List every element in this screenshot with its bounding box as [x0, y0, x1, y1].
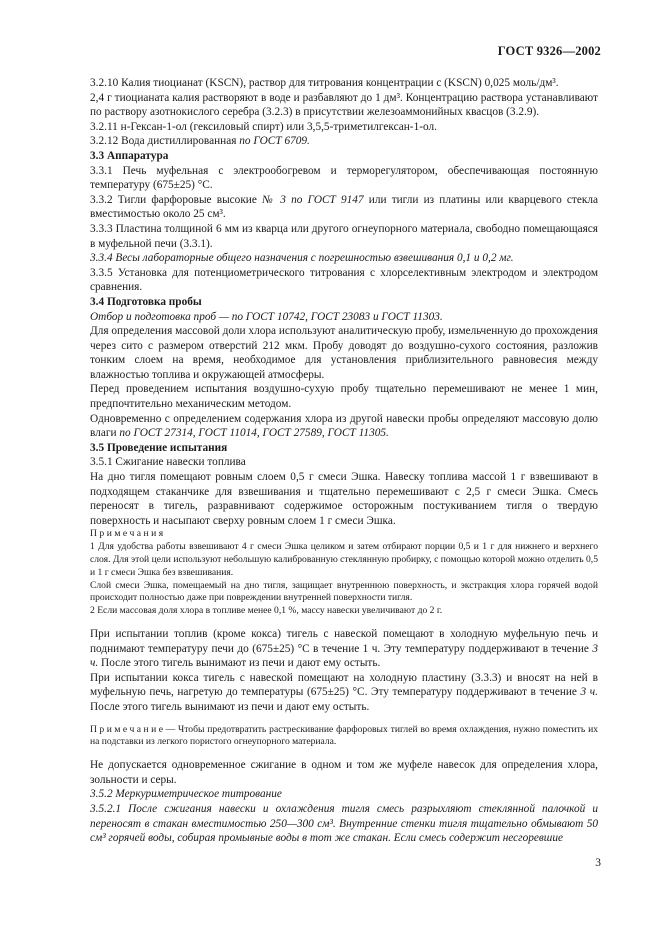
para-3-3-3: 3.3.3 Пластина толщиной 6 мм из кварца или другого огнеупорного материала, свободно помещающаяся в муфельной печи (3.3.1). [90, 222, 598, 250]
para-3-2-12-text: 3.2.12 Вода дистиллированная [90, 135, 240, 148]
para-non-coke-b: После этого тигель вынимают из печи и дают ему остыть. [98, 657, 381, 670]
note-1b: Слой смеси Эшка, помещаемый на дно тигля, защищает внутреннюю поверхность, и экстракция хлора горячей водой происходит полностью даже при повреждении внутренней поверхности тигля. [90, 579, 598, 604]
para-coke-b: После этого тигель вынимают из печи и дают ему остыть. [90, 700, 370, 713]
para-3-5-1: 3.5.1 Сжигание навески топлива [90, 456, 246, 469]
para-coke [90, 671, 598, 715]
para-kscn-prep: 2,4 г тиоцианата калия растворяют в воде и разбавляют до 1 дм³. Концентрацию раствора устанавливают по раствору азотнокислого серебра (3.2.3) в присутствии железоаммонийных квасцов (3.2.9). [90, 91, 598, 119]
note-2: 2 Если массовая доля хлора в топливе менее 0,1 %, массу навески увеличивают до 2 г. [90, 605, 443, 617]
para-sample-prep: Для определения массовой доли хлора используют аналитическую пробу, измельченную до прохождения через сито с размером отверстий 212 мкм. Пробу доводят до воздушно-сухого состояния, разложив тонким слоем на время, необходимое для установления приблизительного равновесия между влажностью топлива и окружающей атмосферы. [90, 325, 598, 381]
para-sampling: Отбор и подготовка проб — по ГОСТ 10742, ГОСТ 23083 и ГОСТ 11303. [90, 310, 443, 323]
para-mixing: Перед проведением испытания воздушно-сухую пробу тщательно перемешивают не менее 1 мин, предпочтительно механическим методом. [90, 383, 598, 411]
page-content [90, 76, 598, 846]
note-crucibles [90, 724, 598, 750]
heading-3-5: 3.5 Проведение испытания [90, 441, 228, 454]
para-3-3-1: 3.3.1 Печь муфельная с электрообогревом и терморегулятором, обеспечивающая постоянную температуру (675±25) °С. [90, 164, 598, 192]
para-3-2-10: 3.2.10 Калия тиоцианат (KSCN), раствор для титрования концентрации c (KSCN) 0,025 моль/дм³. [90, 77, 559, 89]
page-number: 3 [595, 857, 601, 869]
para-3-3-2-a: 3.3.2 Тигли фарфоровые высокие [90, 193, 263, 206]
note-1: 1 Для удобства работы взвешивают 4 г смеси Эшка целиком и затем отбирают порции 0,5 и 1 г для нижнего и верхнего слоя. Для этой цели используют небольшую калиброванную стеклянную пробирку, с помощью которой можно отделить 0,5 и 1 г смеси Эшка без взвешивания. [90, 541, 598, 578]
para-3-3-2-b: или тигли из платины или кварцевого стекла вместимостью около 25 см³. [90, 193, 599, 221]
para-3-3-5: 3.3.5 Установка для потенциометрического титрования с хлорселективным электродом и электродом сравнения. [90, 266, 598, 294]
para-3-3-2-ref: № 3 по ГОСТ 9147 [262, 193, 364, 206]
para-moisture-a: Одновременно с определением содержания хлора из другой навески пробы определяют массовую долю влаги [90, 412, 598, 440]
note-crucibles-text: — Чтобы предотвратить растрескивание фарфоровых тиглей во время охлаждения, нужно поместить их на подставки из легкого пористого огнеупорного материала. [90, 723, 598, 748]
note-crucibles-label: Примечание [90, 723, 166, 735]
para-3-2-12 [90, 134, 598, 149]
para-non-coke-time: 3 ч. [90, 642, 598, 670]
para-coke-a: При испытании кокса тигель с навеской помещают на холодную пластину (3.3.3) и вносят на ней в муфельную печь, нагретую до температуры (675±25) °С. Эту температуру поддерживают в течение [90, 671, 598, 699]
para-non-coke-a: При испытании топлив (кроме кокса) тигель с навеской помещают в холодную муфельную печь и поднимают температуру печи до (675±25) °С в течение 1 ч. Эту температуру поддерживают в течение [90, 627, 598, 655]
para-3-3-4: 3.3.4 Весы лабораторные общего назначения с погрешностью взвешивания 0,1 и 0,2 мг. [90, 252, 514, 265]
heading-3-3: 3.3 Аппаратура [90, 149, 169, 162]
para-no-simultaneous: Не допускается одновременное сжигание в одном и том же муфеле навесок для определения хлора, зольности и серы. [90, 759, 598, 786]
para-3-2-11: 3.2.11 н-Гексан-1-ол (гексиловый спирт) или 3,5,5-триметилгексан-1-ол. [90, 120, 437, 133]
para-3-3-2 [90, 193, 598, 222]
para-coke-time: 3 ч. [580, 686, 598, 699]
standard-header: ГОСТ 9326—2002 [497, 44, 601, 58]
para-3-5-2-1: 3.5.2.1 После сжигания навески и охлаждения тигля смесь разрыхляют стеклянной палочкой и переносят в стакан вместимостью 250—300 см³. Внутренние стенки тигля тщательно обмывают 50 см³ горячей воды, собирая промывные воды в тот же стакан. Если смесь содержит несгоревшие [90, 802, 598, 845]
notes-title: Примечания [90, 528, 166, 540]
para-eschka: На дно тигля помещают ровным слоем 0,5 г смеси Эшка. Навеску топлива массой 1 г взвешивают в подходящем стаканчике для взвешивания и тщательно перемешивают с 2,5 г смеси Эшка. Смесь переносят в тигель, разравнивают содержимое осторожным постукиванием тигля о твердую поверхность и насыпают сверху ровным слоем 1 г смеси Эшка. [90, 471, 598, 527]
para-non-coke [90, 627, 598, 671]
para-3-5-2: 3.5.2 Меркуриметрическое титрование [90, 788, 282, 801]
para-moisture-ref: по ГОСТ 27314, ГОСТ 11014, ГОСТ 27589, ГОСТ 11305. [119, 427, 389, 440]
heading-3-4: 3.4 Подготовка пробы [90, 295, 202, 308]
para-moisture [90, 412, 598, 441]
para-3-2-12-ref: по ГОСТ 6709. [239, 135, 310, 148]
